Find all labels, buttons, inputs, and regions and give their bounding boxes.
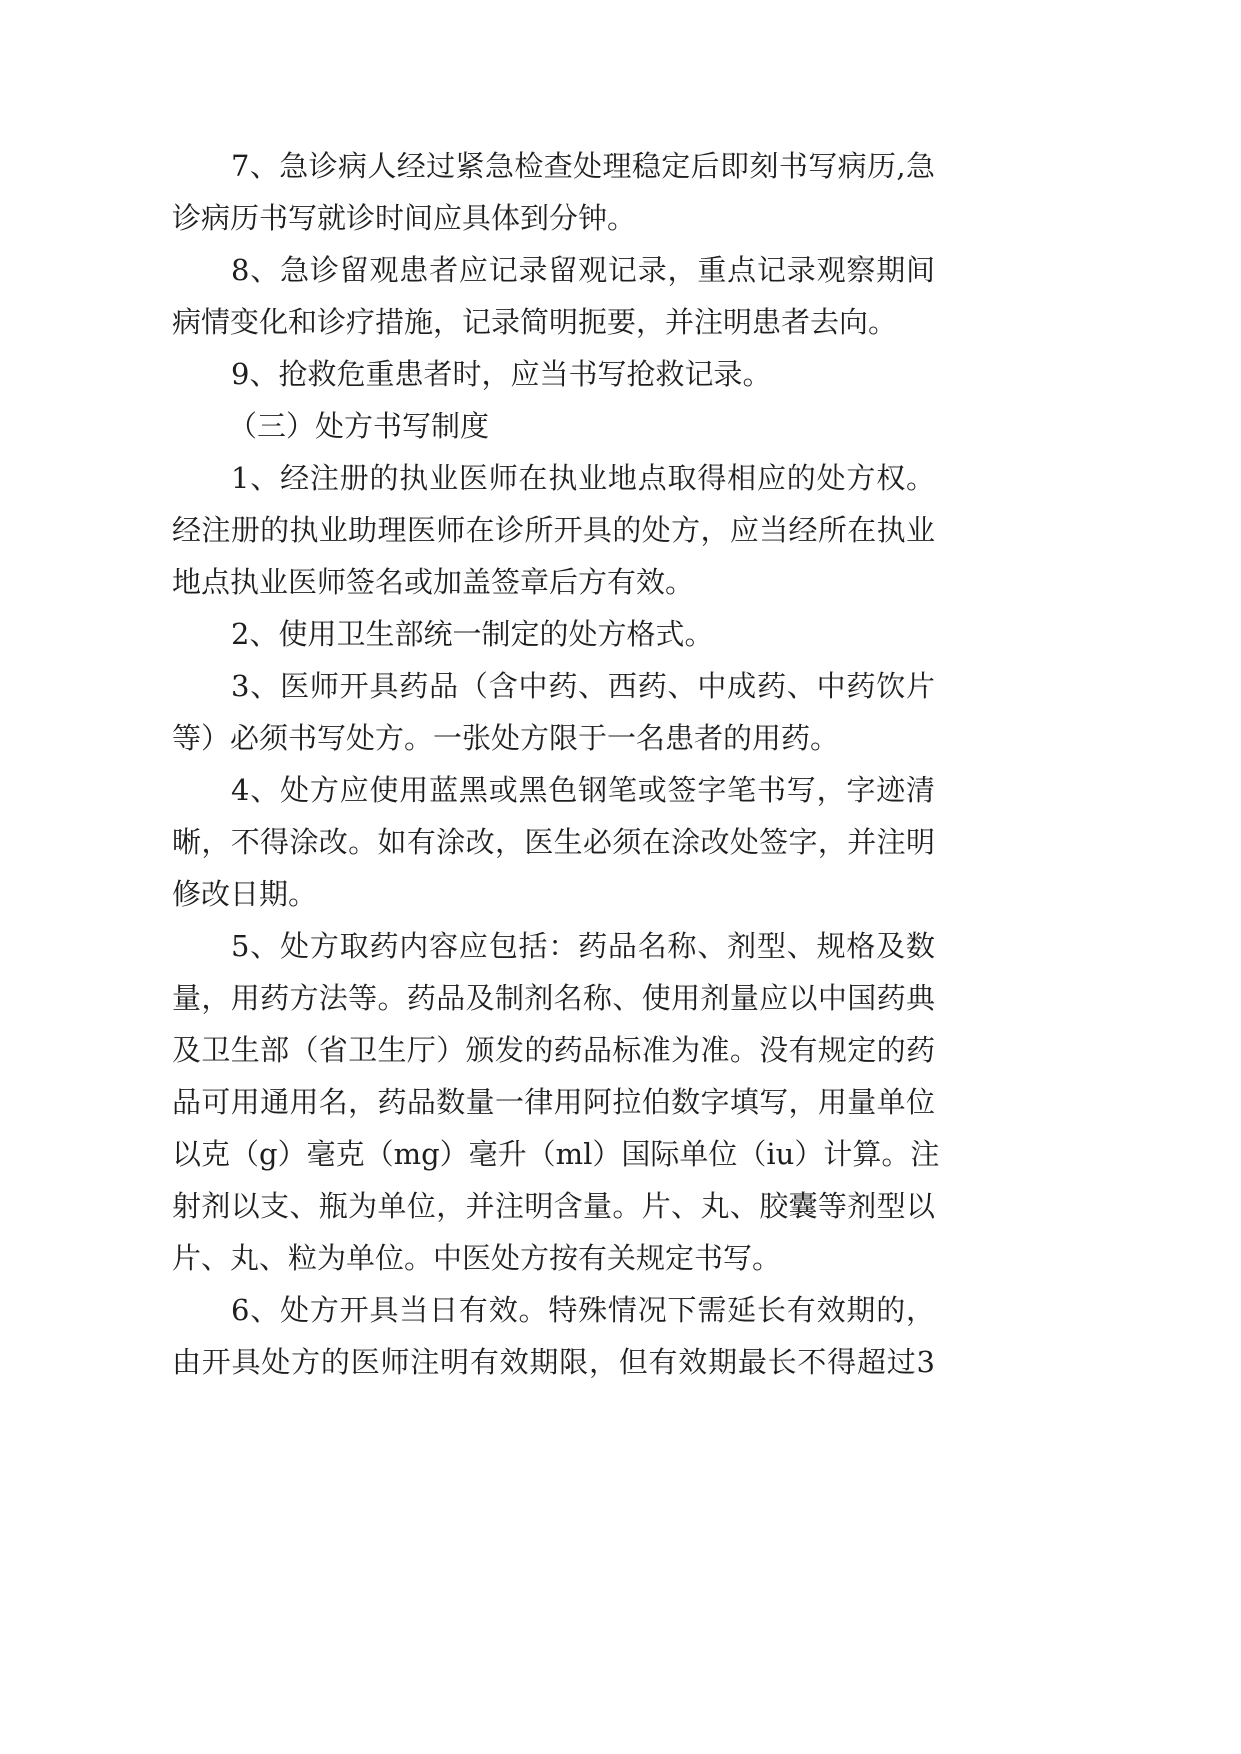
paragraph-line: 以克（g）毫克（mg）毫升（ml）国际单位（iu）计算。注 [172,1137,940,1171]
paragraph-line: 经注册的执业助理医师在诊所开具的处方，应当经所在执业 [172,513,935,547]
paragraph-line: 由开具处方的医师注明有效期限，但有效期最长不得超过3 [172,1345,935,1379]
paragraph-line: 3、医师开具药品（含中药、西药、中成药、中药饮片 [231,669,935,703]
paragraph-line: 晰，不得涂改。如有涂改，医生必须在涂改处签字，并注明 [172,825,935,859]
document-body [172,140,940,1388]
paragraph-line: 7、急诊病人经过紧急检查处理稳定后即刻书写病历,急 [231,149,935,183]
paragraph-line: 8、急诊留观患者应记录留观记录，重点记录观察期间 [231,253,935,287]
paragraph-line: 品可用通用名，药品数量一律用阿拉伯数字填写，用量单位 [172,1085,935,1119]
paragraph-line: 及卫生部（省卫生厅）颁发的药品标准为准。没有规定的药 [172,1033,935,1067]
paragraph-line: 诊病历书写就诊时间应具体到分钟。 [172,201,637,235]
paragraph-line: 等）必须书写处方。一张处方限于一名患者的用药。 [172,721,840,755]
paragraph-item-9 [172,348,935,400]
paragraph-line: 5、处方取药内容应包括：药品名称、剂型、规格及数 [231,929,935,963]
paragraph-line: 9、抢救危重患者时，应当书写抢救记录。 [231,357,772,391]
paragraph-item-5 [172,920,940,1284]
paragraph-item-3 [172,660,935,764]
paragraph-item-6 [172,1284,935,1388]
section-heading [172,400,935,452]
paragraph-item-4 [172,764,935,920]
paragraph-line: 射剂以支、瓶为单位，并注明含量。片、丸、胶囊等剂型以 [172,1189,935,1223]
paragraph-line: 量，用药方法等。药品及制剂名称、使用剂量应以中国药典 [172,981,935,1015]
paragraph-item-2 [172,608,935,660]
section-heading-text: （三）处方书写制度 [228,409,490,443]
paragraph-line: 地点执业医师签名或加盖签章后方有效。 [172,565,695,599]
paragraph-line: 1、经注册的执业医师在执业地点取得相应的处方权。 [231,461,935,495]
paragraph-item-1 [172,452,935,608]
paragraph-line: 4、处方应使用蓝黑或黑色钢笔或签字笔书写，字迹清 [231,773,935,807]
paragraph-line: 片、丸、粒为单位。中医处方按有关规定书写。 [172,1241,782,1275]
paragraph-line: 2、使用卫生部统一制定的处方格式。 [231,617,714,651]
paragraph-item-7 [172,140,935,244]
paragraph-line: 修改日期。 [172,877,318,911]
paragraph-item-8 [172,244,935,348]
paragraph-line: 病情变化和诊疗措施，记录简明扼要，并注明患者去向。 [172,305,898,339]
paragraph-line: 6、处方开具当日有效。特殊情况下需延长有效期的， [231,1293,935,1327]
